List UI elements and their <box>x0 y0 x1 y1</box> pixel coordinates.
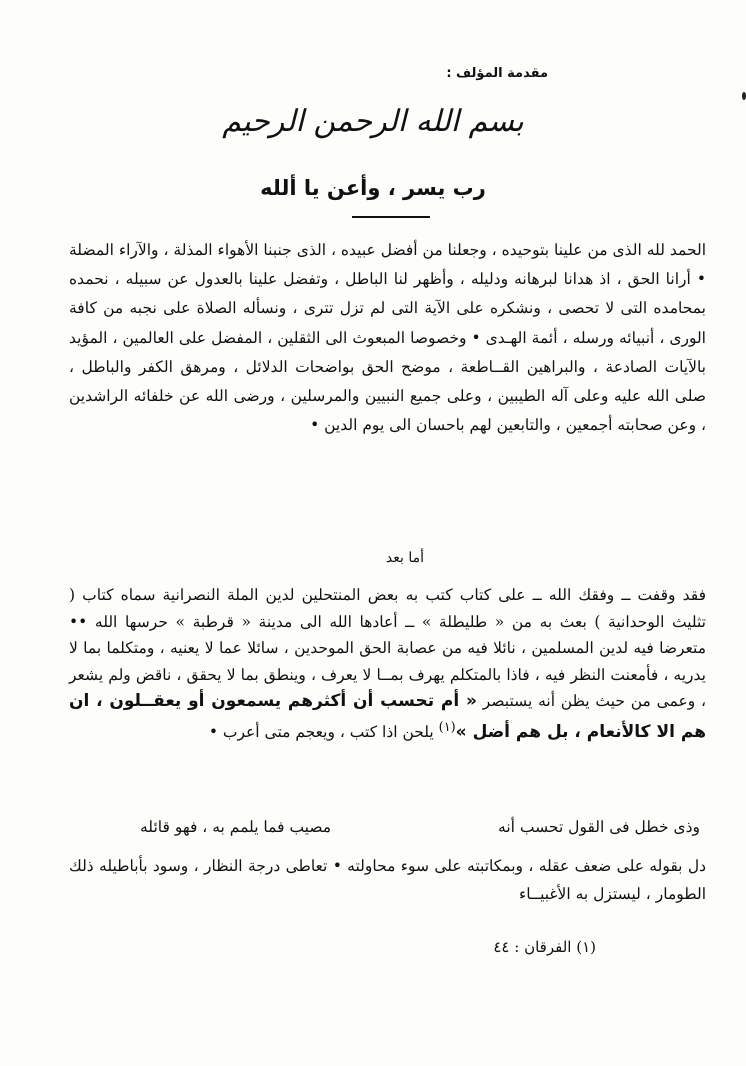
invocation-title: رب يسر ، وأعن يا ألله <box>260 176 486 200</box>
title-divider <box>352 216 430 218</box>
section-heading: أما بعد <box>385 550 424 566</box>
basmala-calligraphy: بسم الله الرحمن الرحيم <box>222 104 524 139</box>
body-text-before-quote: فقد وقفت ــ وفقك الله ــ على كتاب كتب به بعض المنتحلين لدين الملة النصرانية سماه كتاب ( تثليث الوحدانية ) بعث به من « طليطلة » ــ أعادها الله الى مدينة « قرطبة » حرسها الله •• متعرضا فيه لدين المسلمين ، نائلا فيه من عصابة الحق الموحدين ، سائلا عما لا يعنيه ، ومتكلما بما لا يدريه ، فأمعنت النظر فيه ، فاذا بالمتكلم يهرف بمــا لا يعرف ، وينطق بما لا يحقق ، ناقض ولم يشعر ، وعمى من حيث يظن أنه يستبصر <box>69 586 707 711</box>
intro-paragraph: الحمد لله الذى من علينا بتوحيده ، وجعلنا من أفضل عبيده ، الذى جنبنا الأهواء المذلة ، والآراء المضلة • أرانا الحق ، اذ هدانا لبرهانه ودليله ، وأظهر لنا الباطل ، وتفضل علينا بالعدول عن سبيله ، نحمده بمحامده التى لا تحصى ، ونشكره على الآية التى لم تزل تترى ، ونسأله الصلاة على نجبه من كافة الورى ، أنبيائه ورسله ، أئمة الهـدى • وخصوصا المبعوث الى الثقلين ، المفضل على العالمين ، المؤيد بالآيات الصادعة ، والبراهين القــاطعة ، موضح الحق بواضحات الدلائل ، ومرهق الكفر والباطل ، صلى الله عليه وعلى آله الطيبين ، وعلى جميع النبيين والمرسلين ، ورضى الله عن خلفائه الراشدين ، وعن صحابته أجمعين ، والتابعين لهم باحسان الى يوم الدين • <box>69 241 706 435</box>
verse-first-hemistich: وذى خطل فى القول تحسب أنه <box>498 818 700 836</box>
scan-speck <box>742 92 746 100</box>
quran-quote: « أم تحسب أن أكثرهم يسمعون أو يعقــلون ، ان هم الا كالأنعام ، بل هم أضل » <box>69 691 706 743</box>
body-paragraph <box>69 582 706 746</box>
poetry-verse <box>140 818 700 836</box>
author-introduction-label: مقدمة المؤلف : <box>446 66 548 81</box>
body-text-after-quote: يلحن اذا كتب ، ويعجم متى أعرب • <box>208 723 434 742</box>
closing-paragraph: دل بقوله على ضعف عقله ، وبمكاتبته على سوء محاولته • تعاطى درجة النظار ، وسود بأباطيله ذلك الطومار ، ليستزل به الأغبيــاء <box>69 857 706 903</box>
verse-second-hemistich: مصيب فما يلمم به ، فهو قائله <box>140 818 332 836</box>
footnote: (١) الفرقان : ٤٤ <box>493 938 596 956</box>
footnote-marker: (١) <box>438 719 456 735</box>
